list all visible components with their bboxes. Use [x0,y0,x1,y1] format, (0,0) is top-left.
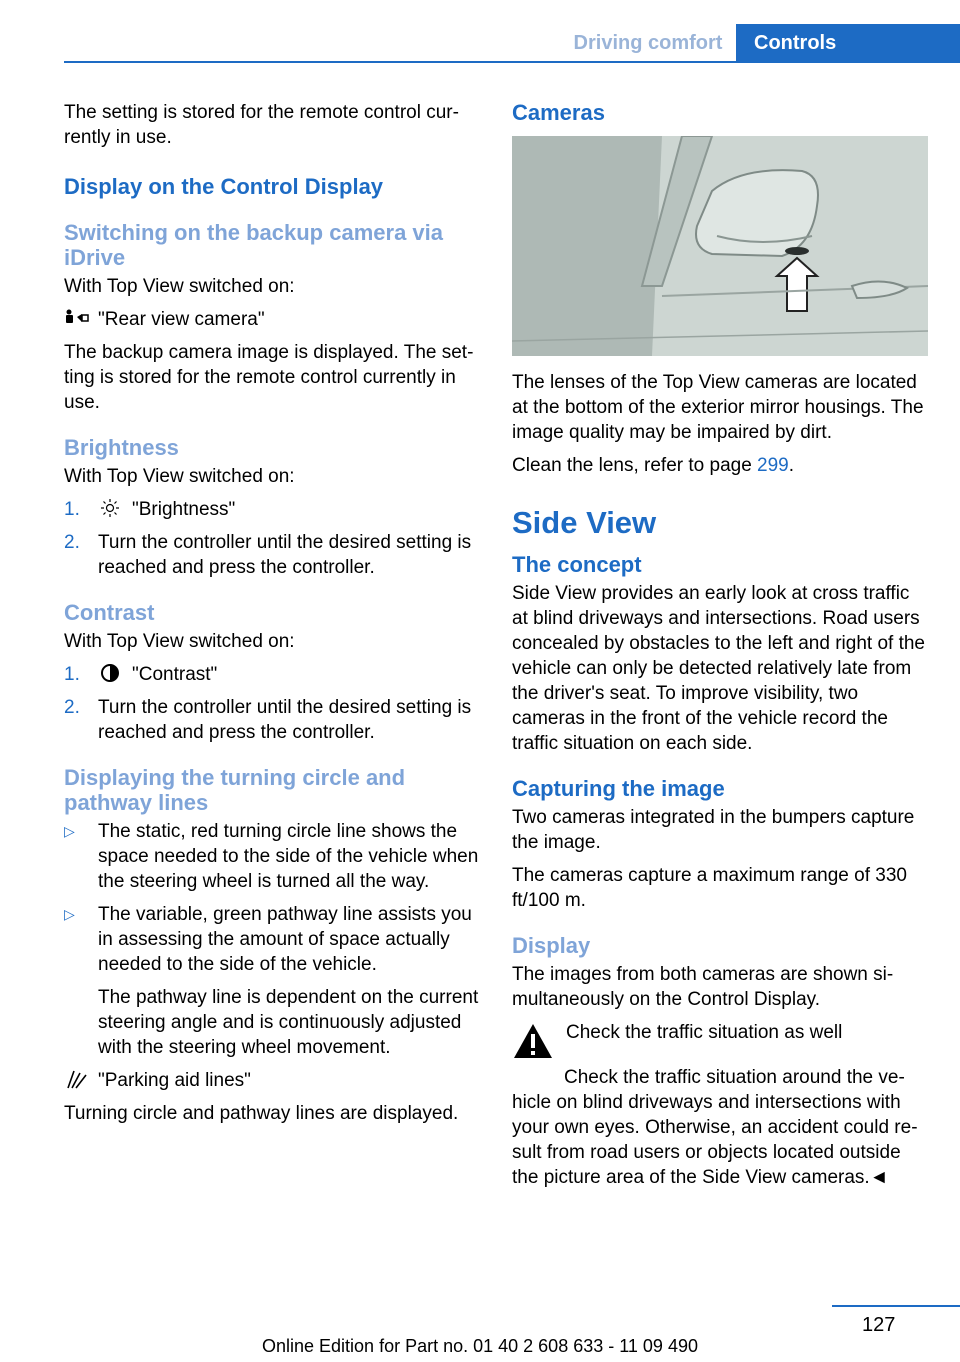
clean-text [512,453,930,478]
cameras-heading: Cameras [512,100,605,125]
cameras-text: The lenses of the Top View cameras are located at the bottom of the exterior mirror housings. The image quality may be impaired by dirt. [512,372,924,443]
capturing-heading: Capturing the image [512,776,725,801]
backup-heading: Switching on the backup camera via iDrive [64,220,443,270]
warning-block [512,1020,930,1065]
backup-item [64,307,482,332]
parking-item-label: "Parking aid lines" [98,1070,251,1091]
mirror-camera-photo [512,136,928,356]
footer-edition: Online Edition for Part no. 01 40 2 608 633 - 11 09 490 [262,1336,698,1356]
footer-rule [832,1305,960,1307]
contrast-heading: Contrast [64,600,155,625]
step-number: 1. [64,664,80,685]
step-number: 2. [64,697,80,718]
contrast-icon [98,663,124,683]
brightness-step-2 [64,530,482,580]
backup-item-label: "Rear view camera" [98,309,265,330]
brightness-with: With Top View switched on: [64,466,295,487]
bullet-mark: ▷ [64,823,75,839]
backup-result: The backup camera image is displayed. The setting is stored for the remote control currently in use. [64,342,474,413]
bullet-2 [64,902,482,977]
bullet-text: The static, red turning circle line shows the space needed to the side of the vehicle when the steering wheel is turned all the way. [98,821,479,892]
bullet-1 [64,819,482,894]
display-text: The images from both cameras are shown simultaneously on the Control Display. [512,964,894,1010]
brightness-heading: Brightness [64,435,179,460]
intro-text: The setting is stored for the remote control currently in use. [64,102,459,148]
bullet-text: The variable, green pathway line assists you in assessing the amount of space actually needed to the side of the vehicle. [98,904,472,975]
bullet-extra-text: The pathway line is dependent on the current steering angle and is continuously adjusted with the steering wheel movement. [98,987,479,1058]
clean-suffix: . [788,455,795,476]
contrast-step-1 [64,662,482,687]
warning-text: Check the traffic situation around the vehicle on blind driveways and intersections with your own eyes. Otherwise, an accident could result from road users or objects located outside the picture area of the Side View cameras.◄ [512,1067,918,1188]
bullet-extra [64,985,482,1060]
capturing-text-1: Two cameras integrated in the bumpers capture the image. [512,807,915,853]
lines-heading: Displaying the turning circle and pathway lines [64,765,406,815]
brightness-step-1 [64,497,482,522]
left-column [64,100,482,1134]
brightness-label: "Brightness" [132,499,236,520]
step-number: 2. [64,532,80,553]
header-section: Driving comfort [573,31,723,54]
parking-result: Turning circle and pathway lines are displayed. [64,1103,459,1124]
step-number: 1. [64,499,80,520]
warning-icon [512,1020,562,1065]
page-link[interactable]: 299 [757,455,789,476]
bullet-mark: ▷ [64,906,75,922]
step-text: Turn the controller until the desired setting is reached and press the controller. [98,532,472,578]
parking-lines-icon [64,1069,90,1089]
right-column [512,100,930,1198]
display-heading-right: Display [512,933,591,958]
capturing-text-2: The cameras capture a maximum range of 330 ft/100 m. [512,865,907,911]
side-view-heading: Side View [512,505,657,540]
warning-title: Check the traffic situation as well [566,1022,843,1043]
contrast-step-2 [64,695,482,745]
concept-heading: The concept [512,552,642,577]
step-text: Turn the controller until the desired setting is reached and press the controller. [98,697,472,743]
parking-item [64,1068,482,1093]
concept-text: Side View provides an early look at cross traffic at blind driveways and intersections. Road users concealed by obstacles to the left and right of the vehicle can only be detected relatively late from the driver's seat. To improve visibility, two cameras in the front of the vehicle record the traffic situation on each side. [512,583,925,754]
backup-with: With Top View switched on: [64,276,295,297]
header-rule [64,61,960,63]
contrast-label: "Contrast" [132,664,218,685]
brightness-icon [98,498,124,518]
page-number: 127 [862,1314,896,1336]
rear-camera-icon [64,308,90,328]
contrast-with: With Top View switched on: [64,631,295,652]
display-heading: Display on the Control Display [64,174,384,199]
header-tab: Controls [736,24,960,62]
clean-prefix: Clean the lens, refer to page [512,455,758,476]
